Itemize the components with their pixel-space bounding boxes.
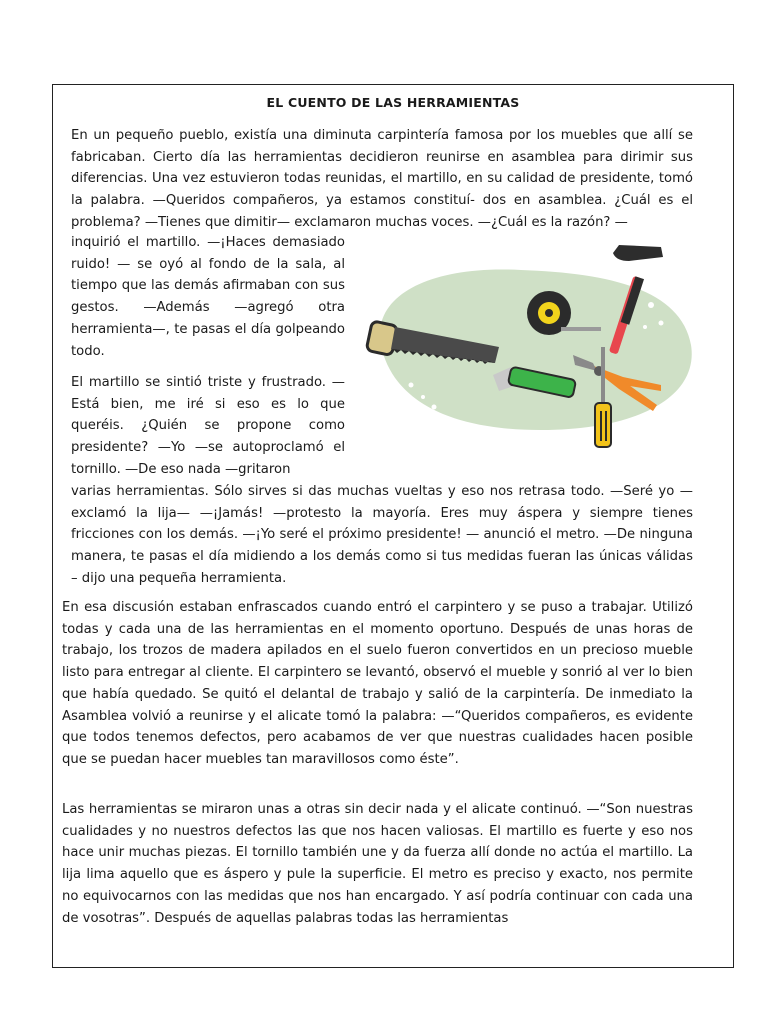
paragraph-2-bottom: varias herramientas. Sólo sirves si das muchas vueltas y eso nos retrasa todo. —Seré yo —exclamó la lija— —¡Jamás! —protesto la mayoría. Eres muy áspera y siempre tienes fricciones con los demás. —¡Yo seré el próximo presidente! — anunció el metro. —De ninguna manera, te pasas el día midiendo a los demás como si tus medidas fueran las únicas válidas – dijo una pequeña herramienta.	[71, 484, 693, 586]
paragraph-3: En esa discusión estaban enfrascados cuando entró el carpintero y se puso a trabajar. Utilizó todas y cada una de las herramientas en el momento oportuno. Después de unas horas de trabajo, los trozos de madera apilados en el suelo fueron convertidos en un precioso mueble listo para entregar al cliente. El carpintero se levantó, observó el mueble y sonrió al ver lo bien que había quedado. Se quitó el delantal de trabajo y salió de la carpintería. De inmediato la Asamblea volvió a reunirse y el alicate tomó la palabra: —“Queridos compañeros, es evidente que todos tenemos defectos, pero acabamos de ver que nuestras cualidades hacen posible que se puedan hacer muebles tan maravillosos como éste”.	[62, 600, 693, 767]
paragraph-1-side: inquirió el martillo. —¡Haces demasiado ruido! — se oyó al fondo de la sala, al tiempo que las demás afirmaban con sus gestos. —Además —agregó otra herramienta—, te pasas el día golpeando todo.	[71, 235, 345, 359]
tools-illustration	[361, 235, 705, 457]
paragraph-2-side: El martillo se sintió triste y frustrado. —Está bien, me iré si eso es lo que queréis. ¿Quién se propone como presidente? —Yo —se autoproclamó el tornillo. —De eso nada —gritaron	[71, 375, 345, 477]
paragraph-4: Las herramientas se miraron unas a otras sin decir nada y el alicate continuó. —“Son nuestras cualidades y no nuestros defectos las que nos hacen valiosas. El martillo es fuerte y eso nos hace unir muchas piezas. El tornillo también une y da fuerza allí donde no actúa el martillo. La lija lima aquello que es áspero y pule la superficie. El metro es preciso y exacto, nos permite no equivocarnos con las medidas que nos han encargado. Y así podría continuar con cada una de vosotras”. Después de aquellas palabras todas las herramientas	[62, 802, 693, 926]
paragraph-1-top: En un pequeño pueblo, existía una diminuta carpintería famosa por los muebles que allí se fabricaban. Cierto día las herramientas decidieron reunirse en asamblea para dirimir sus diferencias. Una vez estuvieron todas reunidas, el martillo, en su calidad de presidente, tomó la palabra. —Queridos compañeros, ya estamos constituí- dos en asamblea. ¿Cuál es el problema? —Tienes que dimitir— exclamaron muchas voces. —¿Cuál es la razón? —	[71, 128, 693, 230]
document-title: EL CUENTO DE LAS HERRAMIENTAS	[266, 95, 520, 110]
document-frame	[52, 84, 734, 968]
